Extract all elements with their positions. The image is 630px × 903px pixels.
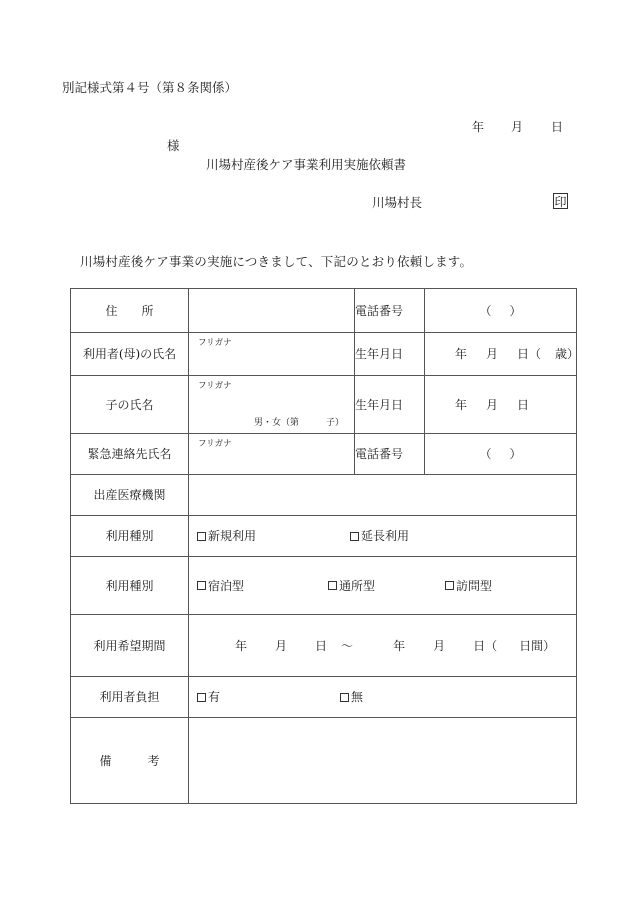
type-visit-option[interactable]: [445, 580, 492, 592]
type-day-label: 通所型: [339, 578, 376, 593]
emergency-paren-close: ）: [509, 447, 522, 461]
addressee-suffix: 様: [167, 138, 180, 153]
period-label: 利用希望期間: [71, 615, 189, 677]
period-field[interactable]: [189, 615, 577, 677]
service-type-label: 利用種別: [71, 557, 189, 615]
phone-label: 電話番号: [355, 289, 425, 333]
usage-type-row: [71, 516, 577, 557]
period-end-day: 日（: [473, 638, 498, 653]
emergency-phone-field[interactable]: [425, 434, 577, 475]
address-row: [71, 289, 577, 333]
phone-paren-open: （: [479, 303, 492, 318]
intro-text: 川場村産後ケア事業の実施につきまして、下記のとおり依頼します。: [80, 254, 473, 269]
user-name-field[interactable]: [189, 333, 355, 376]
user-name-row: [71, 333, 577, 376]
child-sex-order: 男・女（第 子）: [254, 418, 345, 428]
burden-no-option[interactable]: [340, 691, 363, 703]
burden-yes-label: 有: [208, 690, 221, 704]
emergency-name-field[interactable]: [189, 434, 355, 475]
child-name-field[interactable]: [189, 376, 355, 434]
service-type-options: [189, 557, 577, 615]
emergency-row: [71, 434, 577, 475]
checkbox-icon[interactable]: [445, 581, 454, 590]
child-birth-month: 月: [486, 397, 499, 412]
burden-options: [189, 677, 577, 718]
burden-label: 利用者負担: [71, 677, 189, 718]
child-name-label: 子の氏名: [71, 376, 189, 434]
period-tilde: ～: [341, 638, 354, 653]
date-month-label: 月: [511, 120, 524, 134]
user-birthdate-label: 生年月日: [355, 333, 425, 376]
user-age: 歳）: [555, 347, 580, 361]
checkbox-icon[interactable]: [350, 532, 359, 541]
checkbox-icon[interactable]: [197, 581, 206, 590]
user-birthdate-field[interactable]: [425, 333, 580, 376]
period-days: 日間）: [519, 638, 556, 653]
usage-extend-option[interactable]: [350, 530, 409, 542]
child-birthdate-field[interactable]: [425, 376, 577, 434]
facility-row: [71, 475, 577, 516]
user-birth-year: 年: [455, 347, 468, 361]
child-birth-year: 年: [455, 397, 468, 412]
user-birth-month: 月: [486, 347, 499, 361]
type-stay-option[interactable]: [197, 580, 244, 592]
seal-mark: 印: [554, 195, 567, 209]
burden-no-label: 無: [351, 690, 364, 704]
checkbox-icon[interactable]: [197, 532, 206, 541]
user-name-label: 利用者(母)の氏名: [71, 333, 189, 376]
service-type-row: [71, 557, 577, 615]
period-start-day: 日: [315, 638, 328, 653]
period-start-month: 月: [275, 638, 288, 653]
remarks-row: [71, 718, 577, 804]
date-year-label: 年: [472, 120, 485, 134]
child-name-row: [71, 376, 577, 434]
usage-new-label: 新規利用: [208, 529, 257, 543]
usage-type-label: 利用種別: [71, 516, 189, 557]
form-number: 別記様式第４号（第８条関係）: [62, 80, 238, 95]
phone-field[interactable]: [425, 289, 577, 333]
date-day-label: 日: [551, 120, 564, 134]
checkbox-icon[interactable]: [340, 693, 349, 702]
usage-new-option[interactable]: [197, 530, 256, 542]
child-birthdate-label: 生年月日: [355, 376, 425, 434]
burden-yes-option[interactable]: [197, 691, 220, 703]
remarks-field[interactable]: [189, 718, 577, 804]
period-end-month: 月: [433, 638, 446, 653]
user-furigana-label: フリガナ: [198, 338, 232, 348]
period-start-year: 年: [235, 638, 248, 653]
checkbox-icon[interactable]: [328, 581, 337, 590]
type-stay-label: 宿泊型: [208, 578, 245, 593]
usage-extend-label: 延長利用: [361, 529, 410, 543]
facility-field[interactable]: [189, 475, 577, 516]
facility-label: 出産医療機関: [71, 475, 189, 516]
issuer-name: 川場村長: [372, 195, 423, 210]
address-label: 住 所: [71, 289, 189, 333]
request-form-table: [70, 288, 580, 804]
usage-type-options: [189, 516, 577, 557]
period-end-year: 年: [393, 638, 406, 653]
burden-row: [71, 677, 577, 718]
type-day-option[interactable]: [328, 580, 375, 592]
phone-paren-close: ）: [509, 303, 522, 318]
emergency-label: 緊急連絡先氏名: [71, 434, 189, 475]
checkbox-icon[interactable]: [197, 693, 206, 702]
remarks-label: 備 考: [71, 718, 189, 804]
period-row: [71, 615, 577, 677]
child-furigana-label: フリガナ: [198, 381, 232, 391]
type-visit-label: 訪問型: [456, 578, 493, 593]
document-title: 川場村産後ケア事業利用実施依頼書: [206, 157, 407, 172]
child-birth-day: 日: [517, 397, 530, 412]
emergency-furigana-label: フリガナ: [198, 439, 232, 449]
address-field[interactable]: [189, 289, 355, 333]
emergency-phone-label: 電話番号: [355, 434, 425, 475]
emergency-paren-open: （: [479, 447, 492, 461]
user-birth-day: 日（: [517, 347, 542, 361]
